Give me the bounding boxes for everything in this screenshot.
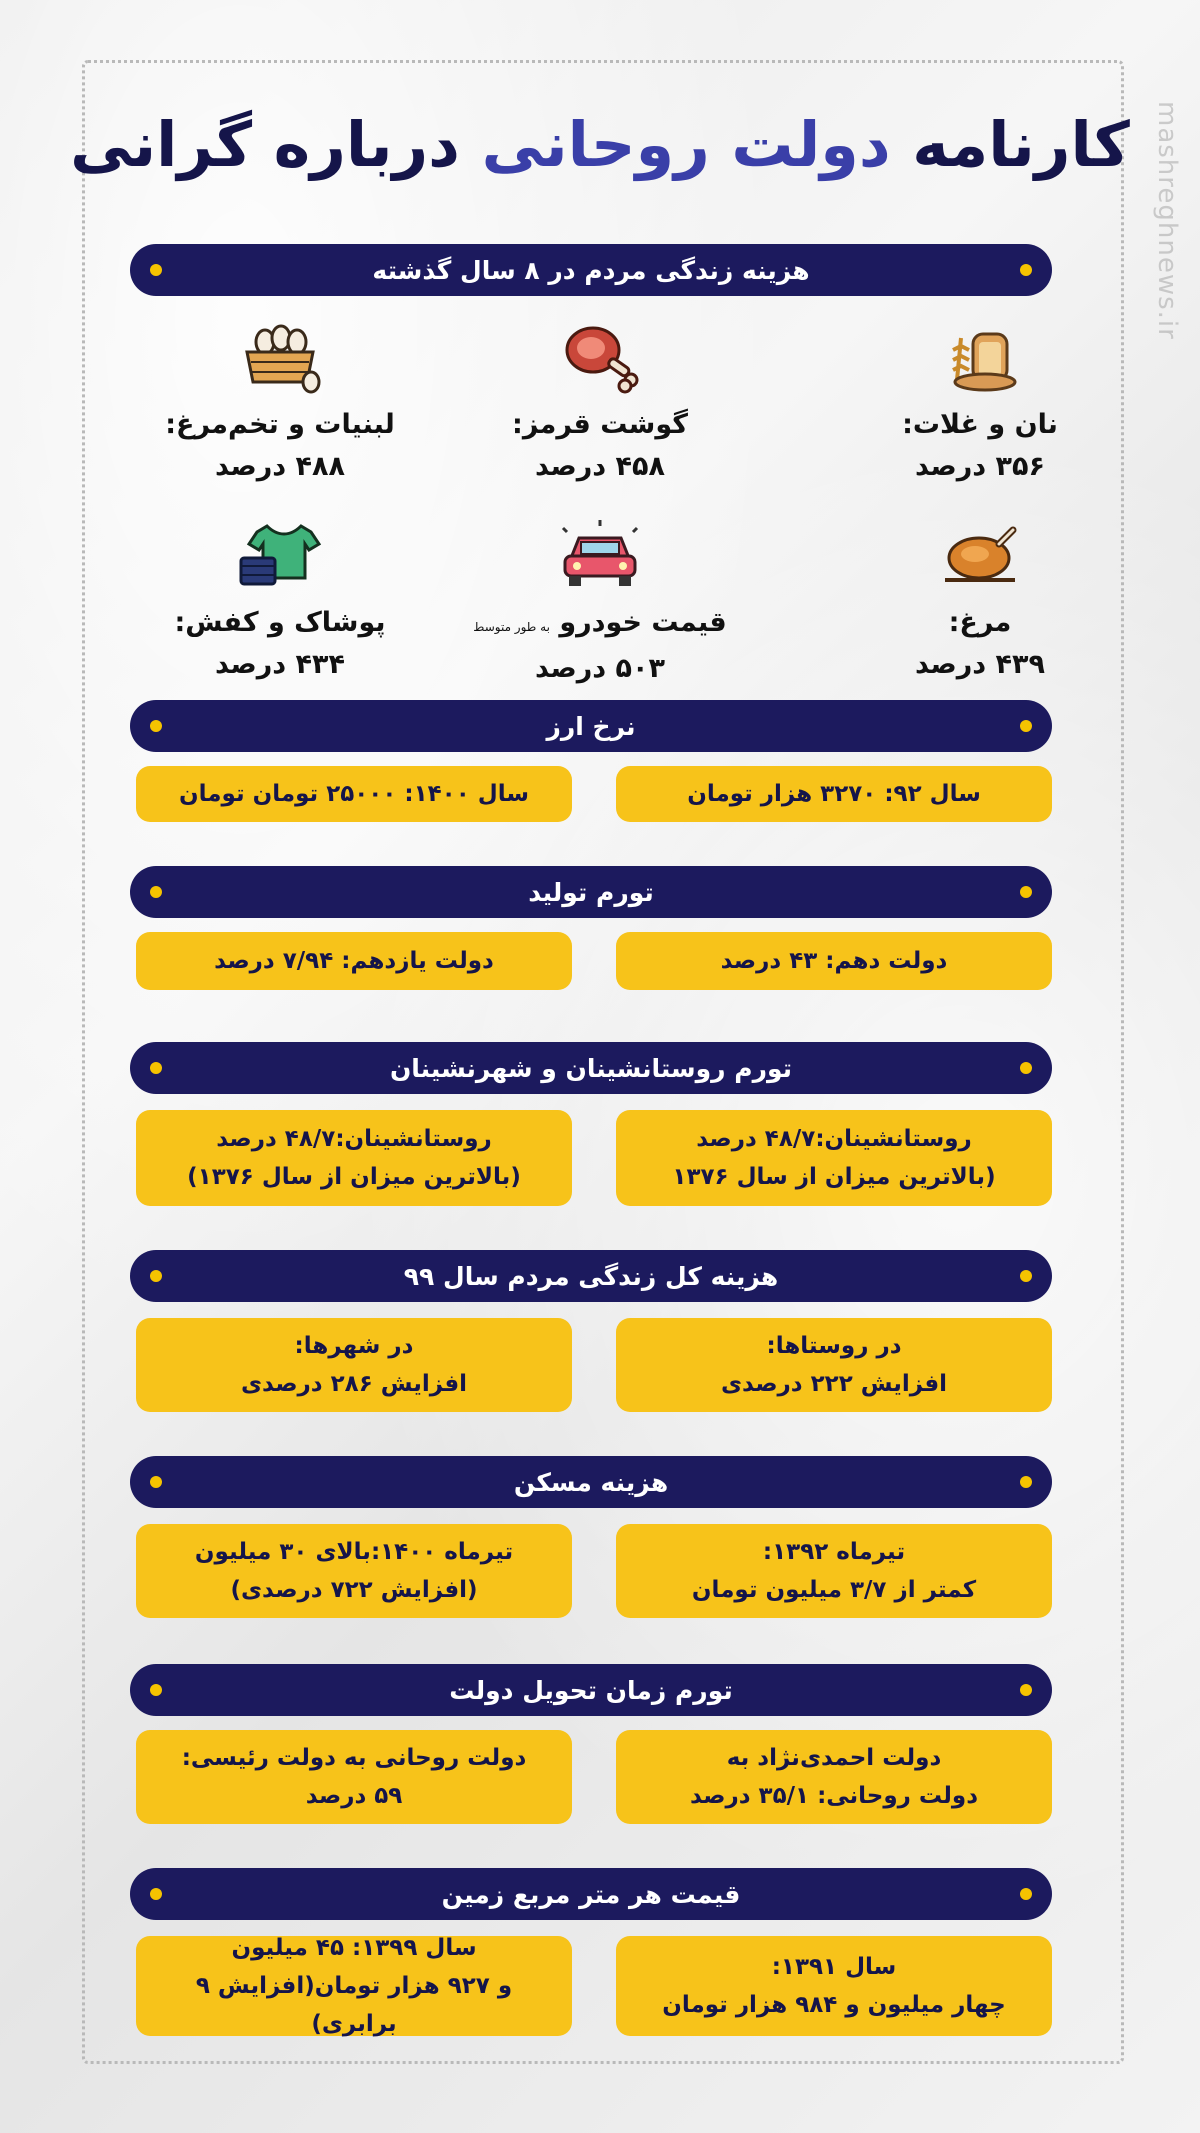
bullet-dot <box>1020 1684 1032 1696</box>
bullet-dot <box>150 1888 162 1900</box>
total-cost-box-left <box>136 1318 572 1412</box>
box-line: افزایش ۲۲۲ درصدی <box>720 1371 948 1397</box>
box-line: دولت روحانی به دولت رئیسی: <box>181 1745 527 1771</box>
box-line: (افزایش ۷۲۲ درصدی) <box>230 1577 478 1603</box>
item-label <box>430 602 770 648</box>
box-line: دولت روحانی: ۳۵/۱ درصد <box>689 1783 979 1809</box>
bullet-dot <box>1020 1062 1032 1074</box>
currency-box-right <box>616 766 1052 822</box>
bullet-dot <box>1020 720 1032 732</box>
section-heading-handover <box>130 1664 1052 1716</box>
section-heading-production <box>130 866 1052 918</box>
box-line: دولت احمدی‌نژاد به <box>726 1745 942 1771</box>
heading-text: تورم روستانشینان و شهرنشینان <box>389 1053 793 1083</box>
item-car <box>430 514 770 690</box>
item-dairy-eggs <box>130 316 430 488</box>
item-label: گوشت قرمز: <box>512 409 688 440</box>
box-line: کمتر از ۳/۷ میلیون تومان <box>691 1577 977 1603</box>
land-box-right <box>616 1936 1052 2036</box>
handover-box-right <box>616 1730 1052 1824</box>
box-line: افزایش ۲۸۶ درصدی <box>240 1371 468 1397</box>
currency-box-left <box>136 766 572 822</box>
watermark: mashreghnews.ir <box>1152 101 1182 340</box>
item-label: نان و غلات: <box>902 409 1058 440</box>
item-value: ۵۰۳ درصد <box>535 653 665 684</box>
heading-text: قیمت هر متر مربع زمین <box>441 1879 741 1909</box>
car-label: قیمت خودرو <box>559 607 727 638</box>
item-label: مرغ: <box>948 607 1012 638</box>
box-line: دولت دهم: ۴۳ درصد <box>720 948 948 974</box>
box-line: (بالاترین میزان از سال ۱۳۷۶) <box>187 1164 521 1190</box>
box-line: سال ۱۴۰۰: ۲۵۰۰۰ تومان تومان <box>179 781 529 807</box>
heading-text: تورم تولید <box>528 877 654 907</box>
box-line: ۵۹ درصد <box>305 1783 403 1809</box>
bullet-dot <box>150 1684 162 1696</box>
bread-icon <box>935 316 1025 396</box>
rural-urban-box-left <box>136 1110 572 1206</box>
item-clothes <box>130 514 430 686</box>
car-note: به طور متوسط <box>473 620 550 634</box>
box-line: سال ۱۳۹۹: ۴۵ میلیون <box>231 1935 477 1961</box>
section-heading-rural-urban <box>130 1042 1052 1094</box>
bullet-dot <box>150 1270 162 1282</box>
clothes-icon <box>235 514 325 594</box>
car-icon <box>555 514 645 594</box>
rural-urban-box-right <box>616 1110 1052 1206</box>
housing-box-left <box>136 1524 572 1618</box>
box-line: در روستاها: <box>766 1333 902 1359</box>
item-value: ۳۵۶ درصد <box>915 451 1045 482</box>
item-meat <box>450 316 750 488</box>
meat-icon <box>555 316 645 396</box>
item-value: ۴۵۸ درصد <box>535 451 665 482</box>
chicken-icon <box>935 514 1025 594</box>
bullet-dot <box>150 264 162 276</box>
bullet-dot <box>150 886 162 898</box>
section-heading-currency <box>130 700 1052 752</box>
box-line: تیرماه ۱۴۰۰:بالای ۳۰ میلیون <box>194 1539 514 1565</box>
heading-text: تورم زمان تحویل دولت <box>449 1675 733 1705</box>
bullet-dot <box>1020 264 1032 276</box>
bullet-dot <box>1020 1270 1032 1282</box>
box-line: تیرماه ۱۳۹۲: <box>762 1539 906 1565</box>
section-heading-total-cost <box>130 1250 1052 1302</box>
box-line: چهار میلیون و ۹۸۴ هزار تومان <box>662 1992 1006 2018</box>
item-value: ۴۳۴ درصد <box>215 649 345 680</box>
title-part1: کارنامه <box>912 108 1130 181</box>
box-line: روستانشینان:۴۸/۷ درصد <box>696 1126 972 1152</box>
heading-text: هزینه مسکن <box>513 1467 669 1497</box>
handover-box-left <box>136 1730 572 1824</box>
item-label: پوشاک و کفش: <box>174 607 386 638</box>
section-heading-housing <box>130 1456 1052 1508</box>
heading-text: نرخ ارز <box>546 711 636 741</box>
item-value: ۴۸۸ درصد <box>215 451 345 482</box>
production-box-left <box>136 932 572 990</box>
box-line: روستانشینان:۴۸/۷ درصد <box>216 1126 492 1152</box>
bullet-dot <box>1020 886 1032 898</box>
production-box-right <box>616 932 1052 990</box>
bullet-dot <box>1020 1888 1032 1900</box>
box-line: در شهرها: <box>294 1333 414 1359</box>
box-line: (بالاترین میزان از سال ۱۳۷۶ <box>672 1164 996 1190</box>
section-heading-living-cost <box>130 244 1052 296</box>
eggs-icon <box>235 316 325 396</box>
housing-box-right <box>616 1524 1052 1618</box>
box-line: سال ۱۳۹۱: <box>771 1954 897 1980</box>
item-chicken <box>830 514 1130 686</box>
land-box-left <box>136 1936 572 2036</box>
page-title <box>0 108 1200 181</box>
bullet-dot <box>150 1476 162 1488</box>
heading-text: هزینه کل زندگی مردم سال ۹۹ <box>403 1261 779 1291</box>
title-part2: درباره گرانی <box>70 108 460 181</box>
box-line: دولت یازدهم: ۷/۹۴ درصد <box>214 948 494 974</box>
bullet-dot <box>1020 1476 1032 1488</box>
total-cost-box-right <box>616 1318 1052 1412</box>
box-line: و ۹۲۷ هزار تومان(افزایش ۹ برابری) <box>195 1973 513 2037</box>
bullet-dot <box>150 1062 162 1074</box>
item-bread <box>830 316 1130 488</box>
heading-text: هزینه زندگی مردم در ۸ سال گذشته <box>372 255 810 285</box>
bullet-dot <box>150 720 162 732</box>
section-heading-land <box>130 1868 1052 1920</box>
item-value: ۴۳۹ درصد <box>915 649 1045 680</box>
box-line: سال ۹۲: ۳۲۷۰ هزار تومان <box>687 781 981 807</box>
item-label: لبنیات و تخم‌مرغ: <box>165 409 395 440</box>
title-accent: دولت روحانی <box>481 108 891 181</box>
